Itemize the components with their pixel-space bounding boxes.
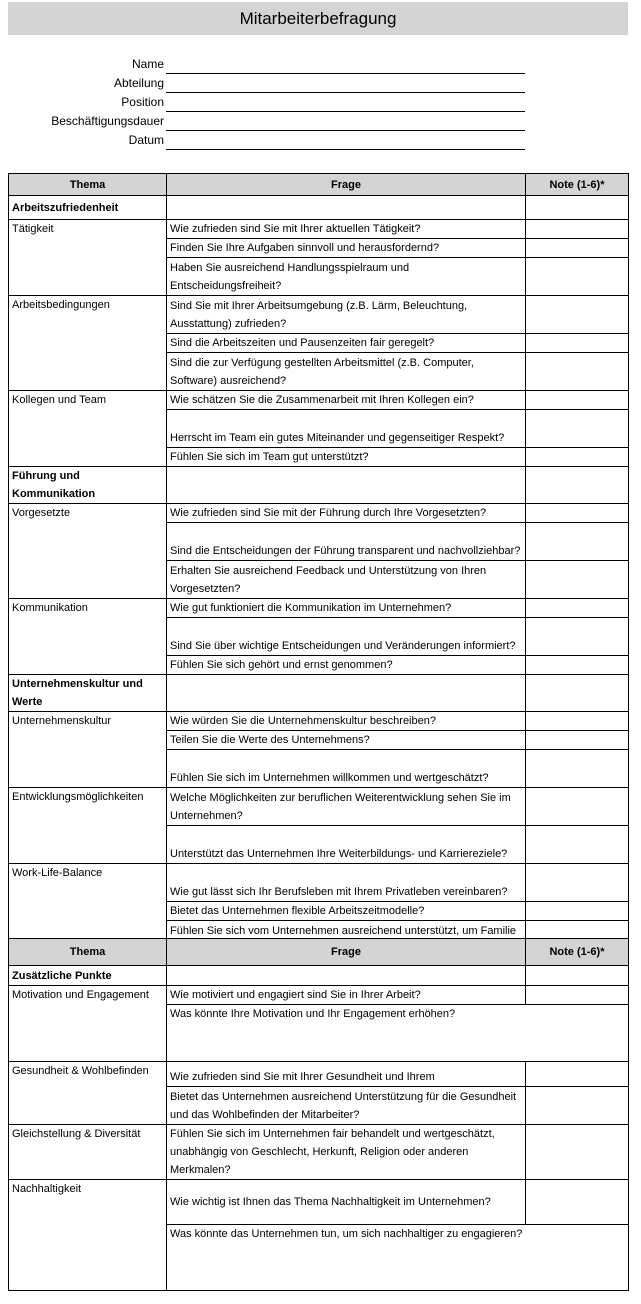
- note-cell[interactable]: [526, 788, 629, 826]
- table-row: [9, 788, 629, 826]
- header-note: Note (1-6)*: [526, 174, 629, 196]
- section-zusaetzlich: Zusätzliche Punkte: [9, 966, 167, 986]
- topic-nachhaltigkeit: Nachhaltigkeit: [9, 1180, 167, 1291]
- header-thema: Thema: [9, 174, 167, 196]
- table-header: [9, 174, 629, 196]
- question: Wie wichtig ist Ihnen das Thema Nachhaltigkeit im Unternehmen?: [167, 1180, 526, 1225]
- table-row: [9, 986, 629, 1005]
- question: Erhalten Sie ausreichend Feedback und Unterstützung von Ihren Vorgesetzten?: [167, 561, 526, 599]
- name-input-line[interactable]: [166, 56, 525, 74]
- question: Sind die Entscheidungen der Führung transparent und nachvollziehbar?: [167, 523, 526, 561]
- survey-table-2: [8, 938, 629, 1291]
- table-header: [9, 939, 629, 966]
- question: Sind Sie mit Ihrer Arbeitsumgebung (z.B. Lärm, Beleuchtung, Ausstattung) zufrieden?: [167, 296, 526, 334]
- question: Herrscht im Team ein gutes Miteinander und gegenseitiger Respekt?: [167, 410, 526, 448]
- section-fuehrung: Führung und Kommunikation: [9, 467, 167, 504]
- question: Fühlen Sie sich im Team gut unterstützt?: [167, 448, 526, 467]
- note-cell[interactable]: [526, 986, 629, 1005]
- note-cell[interactable]: [526, 656, 629, 675]
- topic-motivation: Motivation und Engagement: [9, 986, 167, 1062]
- note-cell[interactable]: [526, 239, 629, 258]
- note-cell[interactable]: [526, 599, 629, 618]
- question: Fühlen Sie sich im Unternehmen fair behandelt und wertgeschätzt, unabhängig von Geschlecht, Herkunft, Religion oder anderen Merkmalen?: [167, 1125, 526, 1180]
- topic-kommunikation: Kommunikation: [9, 599, 167, 675]
- field-label: Name: [131, 57, 164, 71]
- section-row: [9, 966, 629, 986]
- question: Wie zufrieden sind Sie mit der Führung durch Ihre Vorgesetzten?: [167, 504, 526, 523]
- note-cell[interactable]: [526, 448, 629, 467]
- field-abteilung: [0, 75, 641, 94]
- note-cell[interactable]: [526, 220, 629, 239]
- question: Sind die Arbeitszeiten und Pausenzeiten fair geregelt?: [167, 334, 526, 353]
- question: Wie gut lässt sich Ihr Berufsleben mit Ihrem Privatleben vereinbaren?: [167, 864, 526, 902]
- table-row: [9, 1062, 629, 1087]
- question: Bietet das Unternehmen flexible Arbeitszeitmodelle?: [167, 902, 526, 921]
- field-beschaeftigungsdauer: [0, 113, 641, 132]
- note-cell[interactable]: [526, 902, 629, 921]
- question: Haben Sie ausreichend Handlungsspielraum und Entscheidungsfreiheit?: [167, 258, 526, 296]
- topic-taetigkeit: Tätigkeit: [9, 220, 167, 296]
- topic-kultur: Unternehmenskultur: [9, 712, 167, 788]
- beschaeftigungsdauer-input-line[interactable]: [166, 113, 525, 131]
- field-name: [0, 56, 641, 75]
- note-cell[interactable]: [526, 1125, 629, 1180]
- field-position: [0, 94, 641, 113]
- question: Wie würden Sie die Unternehmenskultur beschreiben?: [167, 712, 526, 731]
- note-cell[interactable]: [526, 826, 629, 864]
- note-cell[interactable]: [526, 258, 629, 296]
- section-row: [9, 467, 629, 504]
- question: Welche Möglichkeiten zur beruflichen Weiterentwicklung sehen Sie im Unternehmen?: [167, 788, 526, 826]
- question: Sind Sie über wichtige Entscheidungen und Veränderungen informiert?: [167, 618, 526, 656]
- topic-wlb: Work-Life-Balance: [9, 864, 167, 959]
- question: Bietet das Unternehmen ausreichend Unterstützung für die Gesundheit und das Wohlbefinden der Mitarbeiter?: [167, 1087, 526, 1125]
- question: Wie motiviert und engagiert sind Sie in Ihrer Arbeit?: [167, 986, 526, 1005]
- section-kultur: Unternehmenskultur und Werte: [9, 675, 167, 712]
- note-cell[interactable]: [526, 712, 629, 731]
- question: Wie schätzen Sie die Zusammenarbeit mit Ihren Kollegen ein?: [167, 391, 526, 410]
- note-cell[interactable]: [526, 1180, 629, 1225]
- header-frage: Frage: [167, 174, 526, 196]
- question: Wie zufrieden sind Sie mit Ihrer aktuellen Tätigkeit?: [167, 220, 526, 239]
- datum-input-line[interactable]: [166, 132, 525, 150]
- table-row: [9, 712, 629, 731]
- topic-gleichstellung: Gleichstellung & Diversität: [9, 1125, 167, 1180]
- note-cell[interactable]: [526, 1062, 629, 1087]
- field-label: Abteilung: [113, 76, 164, 90]
- page-title: Mitarbeiterbefragung: [8, 2, 628, 35]
- field-label: Datum: [128, 133, 164, 147]
- note-cell[interactable]: [526, 1087, 629, 1125]
- note-cell[interactable]: [526, 750, 629, 788]
- question: Sind die zur Verfügung gestellten Arbeitsmittel (z.B. Computer, Software) ausreichend?: [167, 353, 526, 391]
- question: Fühlen Sie sich im Unternehmen willkommen und wertgeschätzt?: [167, 750, 526, 788]
- table-row: [9, 1180, 629, 1225]
- header-thema: Thema: [9, 939, 167, 966]
- position-input-line[interactable]: [166, 94, 525, 112]
- survey-table-1: [8, 173, 629, 959]
- note-cell[interactable]: [526, 391, 629, 410]
- note-cell[interactable]: [526, 675, 629, 712]
- question: Unterstützt das Unternehmen Ihre Weiterbildungs- und Karriereziele?: [167, 826, 526, 864]
- note-cell[interactable]: [526, 561, 629, 599]
- question: Fühlen Sie sich gehört und ernst genommen?: [167, 656, 526, 675]
- note-cell[interactable]: [526, 353, 629, 391]
- field-label: Position: [121, 95, 164, 109]
- question: Wie gut funktioniert die Kommunikation im Unternehmen?: [167, 599, 526, 618]
- abteilung-input-line[interactable]: [166, 75, 525, 93]
- topic-vorgesetzte: Vorgesetzte: [9, 504, 167, 599]
- question: Fühlen Sie sich vom Unternehmen ausreichend unterstützt, um Familie: [167, 921, 526, 959]
- note-cell[interactable]: [526, 731, 629, 750]
- note-cell[interactable]: [526, 864, 629, 902]
- table-row: [9, 599, 629, 618]
- note-cell[interactable]: [526, 504, 629, 523]
- field-label: Beschäftigungsdauer: [51, 114, 164, 128]
- table-row: [9, 296, 629, 334]
- note-cell[interactable]: [526, 467, 629, 504]
- note-cell[interactable]: [526, 334, 629, 353]
- question: Wie zufrieden sind Sie mit Ihrer Gesundheit und Ihrem: [167, 1062, 526, 1087]
- table-row: [9, 1125, 629, 1180]
- table-row: [9, 391, 629, 410]
- field-datum: [0, 132, 641, 151]
- question: Teilen Sie die Werte des Unternehmens?: [167, 731, 526, 750]
- topic-entwicklung: Entwicklungsmöglichkeiten: [9, 788, 167, 864]
- table-row: [9, 864, 629, 902]
- section-row: [9, 196, 629, 220]
- note-cell[interactable]: [526, 523, 629, 561]
- header-frage: Frage: [167, 939, 526, 966]
- topic-arbeitsbedingungen: Arbeitsbedingungen: [9, 296, 167, 391]
- question: Finden Sie Ihre Aufgaben sinnvoll und herausfordernd?: [167, 239, 526, 258]
- note-cell[interactable]: [526, 618, 629, 656]
- header-note: Note (1-6)*: [526, 939, 629, 966]
- note-cell[interactable]: [526, 296, 629, 334]
- topic-kollegen: Kollegen und Team: [9, 391, 167, 467]
- note-cell[interactable]: [526, 966, 629, 986]
- topic-gesundheit: Gesundheit & Wohlbefinden: [9, 1062, 167, 1125]
- table-row: [9, 504, 629, 523]
- section-row: [9, 675, 629, 712]
- section-arbeitszufriedenheit: Arbeitszufriedenheit: [9, 196, 167, 220]
- note-cell[interactable]: [526, 196, 629, 220]
- question-open[interactable]: Was könnte Ihre Motivation und Ihr Engagement erhöhen?: [167, 1005, 629, 1062]
- question-open[interactable]: Was könnte das Unternehmen tun, um sich nachhaltiger zu engagieren?: [167, 1225, 629, 1291]
- note-cell[interactable]: [526, 410, 629, 448]
- table-row: [9, 220, 629, 239]
